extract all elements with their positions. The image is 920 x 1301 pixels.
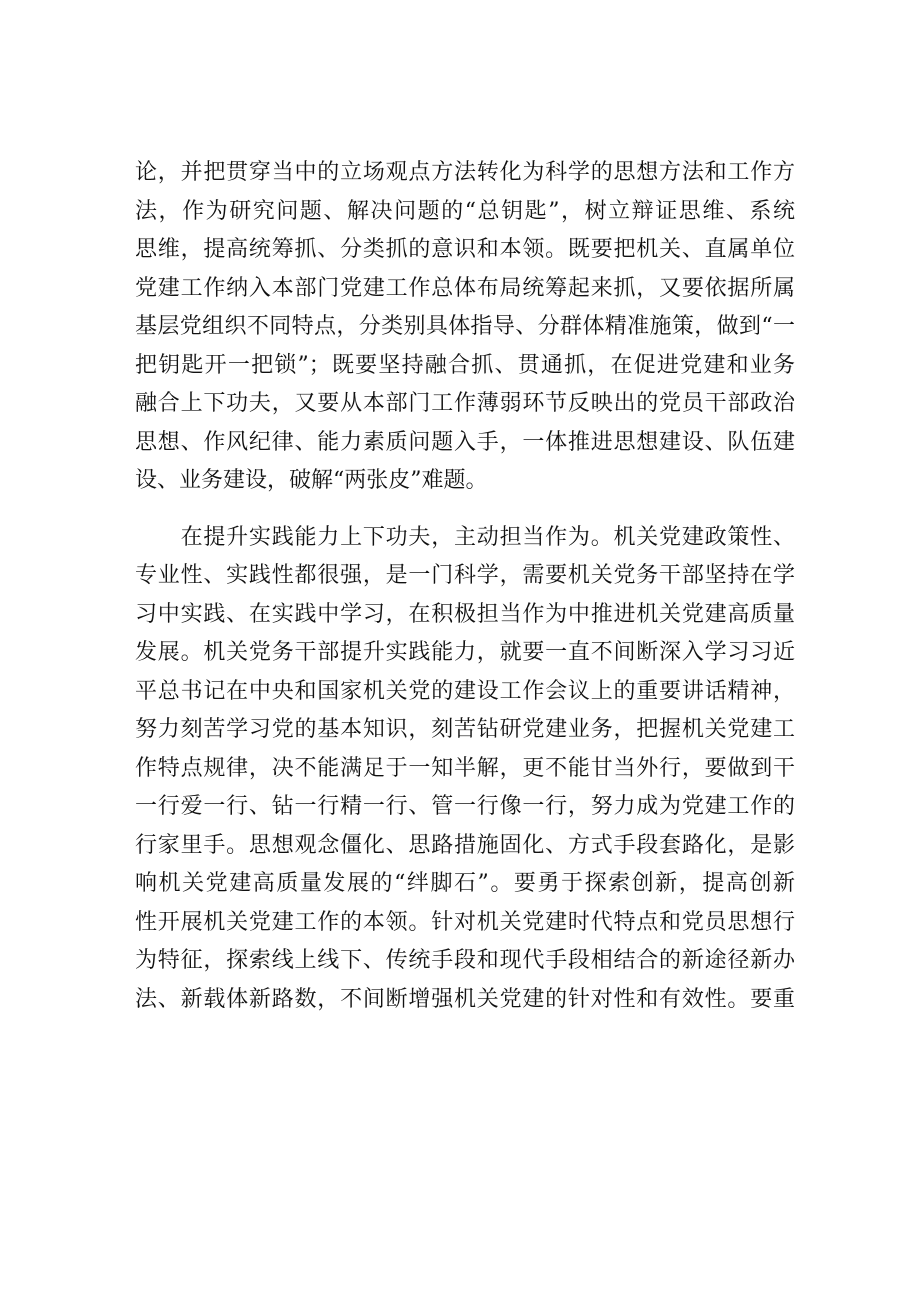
paragraph-spacer <box>135 501 795 519</box>
text-line: 把钥匙开一把锁”；既要坚持融合抓、贯通抓，在促进党建和业务 <box>135 352 795 378</box>
text-line: 法，作为研究问题、解决问题的“总钥匙”，树立辩证思维、系统 <box>135 198 795 224</box>
text-line: 思想、作风纪律、能力素质问题入手，一体推进思想建设、队伍建 <box>135 429 795 455</box>
text-line: 习中实践、在实践中学习，在积极担当作为中推进机关党建高质量 <box>135 601 795 627</box>
text-line: 响机关党建高质量发展的“绊脚石”。要勇于探索创新，提高创新 <box>135 871 795 896</box>
text-line: 作特点规律，决不能满足于一知半解，更不能甘当外行，要做到干 <box>135 755 795 781</box>
text-line: 基层党组织不同特点，分类别具体指导、分群体精准施策，做到“一 <box>135 314 795 339</box>
text-line: 性开展机关党建工作的本领。针对机关党建时代特点和党员思想行 <box>135 909 795 935</box>
text-line: 平总书记在中央和国家机关党的建设工作会议上的重要讲话精神， <box>135 678 795 704</box>
text-line: 专业性、实践性都很强，是一门科学，需要机关党务干部坚持在学 <box>135 563 795 588</box>
text-line: 为特征，探索线上线下、传统手段和现代手段相结合的新途径新办 <box>135 948 795 973</box>
text-line: 党建工作纳入本部门党建工作总体布局统筹起来抓，又要依据所属 <box>135 275 795 301</box>
paragraph-1 <box>135 154 795 501</box>
text-line: 在提升实践能力上下功夫，主动担当作为。机关党建政策性、 <box>135 524 795 550</box>
text-line: 融合上下功夫，又要从本部门工作薄弱环节反映出的党员干部政治 <box>135 391 795 416</box>
text-line: 论，并把贯穿当中的立场观点方法转化为科学的思想方法和工作方 <box>135 160 795 185</box>
text-line: 法、新载体新路数，不间断增强机关党建的针对性和有效性。要重 <box>135 986 795 1012</box>
text-line: 努力刻苦学习党的基本知识，刻苦钻研党建业务，把握机关党建工 <box>135 717 795 742</box>
text-line: 思维，提高统筹抓、分类抓的意识和本领。既要把机关、直属单位 <box>135 237 795 262</box>
text-line: 一行爱一行、钻一行精一行、管一行像一行，努力成为党建工作的 <box>135 794 795 819</box>
paragraph-2 <box>135 519 795 1020</box>
document-body <box>135 154 795 1019</box>
text-line: 发展。机关党务干部提升实践能力，就要一直不间断深入学习习近 <box>135 640 795 665</box>
text-line: 设、业务建设，破解“两张皮”难题。 <box>135 468 488 493</box>
text-line: 行家里手。思想观念僵化、思路措施固化、方式手段套路化，是影 <box>135 832 795 858</box>
